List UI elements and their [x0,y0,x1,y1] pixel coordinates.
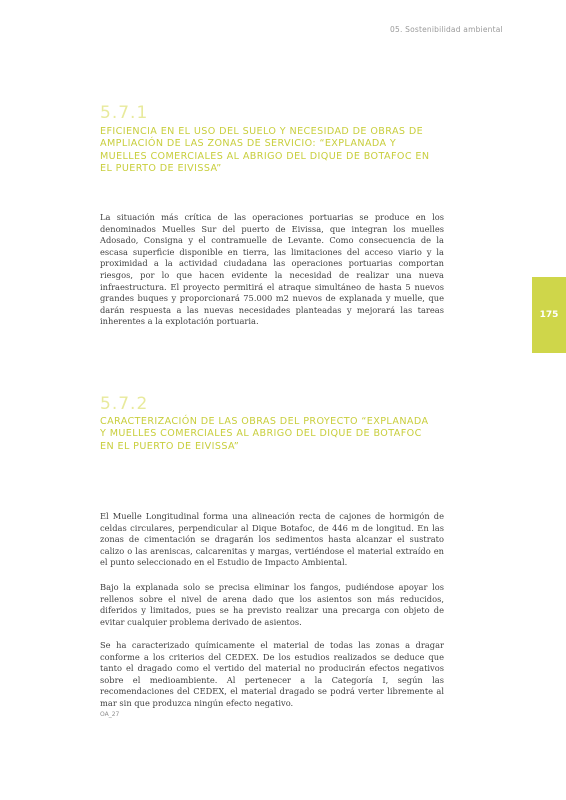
page-number-tab [532,277,566,353]
page-number: 175 [539,310,559,320]
section-title-572: CARACTERIZACIÓN DE LAS OBRAS DEL PROYECTO “EXPLANADA Y MUELLES COMERCIALES AL ABRIGO DEL DIQUE DE BOTAFOC EN EL PUERTO DE EIVISSA” [100,416,429,452]
section-title-571: EFICIENCIA EN EL USO DEL SUELO Y NECESIDAD DE OBRAS DE AMPLIACIÓN DE LAS ZONAS DE SERVICIO: “EXPLANADA Y MUELLES COMERCIALES AL ABRIGO DEL DIQUE DE BOTAFOC EN EL PUERTO DE EIVISSA” [100,126,430,175]
section-label: 05. Sostenibilidad ambiental [390,25,503,34]
paragraph-572-1: El Muelle Longitudinal forma una alineación recta de cajones de hormigón de celdas circulares, perpendicular al Dique Botafoc, de 446 m de longitud. En las zonas de cimentación se dragarán los sedimentos hasta alcanzar el sustrato calizo o las areniscas, calcarenitas y margas, vertiéndose el material extraído en el punto seleccionado en el Estudio de Impacto Ambiental. [100,511,444,568]
paragraph-572-2: Bajo la explanada solo se precisa eliminar los fangos, pudiéndose apoyar los rellenos sobre el nivel de arena dado que los asientos son más reducidos, diferidos y limitados, pues se ha previsto realizar una precarga con objeto de evitar cualquier problema derivado de asientos. [100,582,444,627]
section-number-572: 5.7.2 [100,394,149,414]
section-number-571: 5.7.1 [100,103,149,123]
paragraph-572-3: Se ha caracterizado químicamente el material de todas las zonas a dragar conforme a los criterios del CEDEX. De los estudios realizados se deduce que tanto el dragado como el vertido del material no producirán efectos negativos sobre el medioambiente. Al pertenecer a la Categoría I, según las recomendaciones del CEDEX, el material dragado se podrá verter libremente al mar sin que produzca ningún efecto negativo. [100,640,444,708]
folio: OA_27 [100,711,120,718]
paragraph-571-1: La situación más crítica de las operaciones portuarias se produce en los denominados Muelles Sur del puerto de Eivissa, que integran los muelles Adosado, Consigna y el contramuelle de Levante. Como consecuencia de la escasa superficie disponible en tierra, las limitaciones del acceso viario y la proximidad a la actividad ciudadana las operaciones portuarias comportan riesgos, por lo que hacen evidente la necesidad de realizar una nueva infraestructura. El proyecto permitirá el atraque simultáneo de hasta 5 nuevos grandes buques y proporcionará 75.000 m2 nuevos de explanada y muelle, que darán respuesta a las nuevas necesidades planteadas y mejorará las tareas inherentes a la explotación portuaria. [100,212,444,327]
